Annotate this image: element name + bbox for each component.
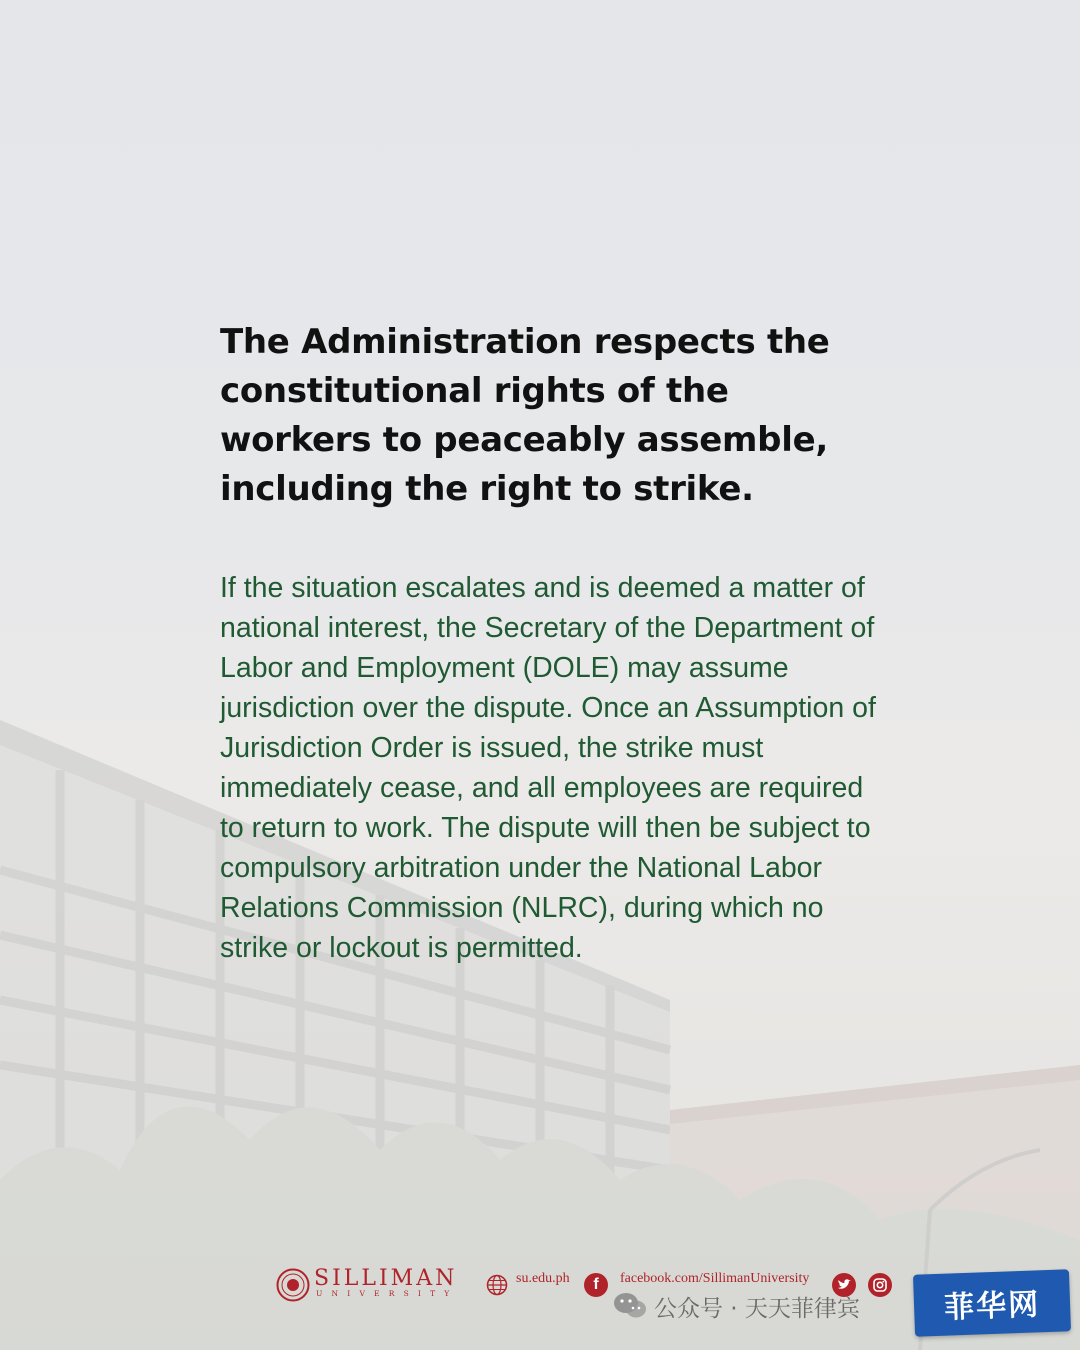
website-link[interactable]: su.edu.ph: [516, 1271, 570, 1286]
instagram-icon[interactable]: [868, 1273, 892, 1297]
facebook-icon: f: [584, 1273, 608, 1297]
wechat-watermark: [612, 1288, 860, 1324]
logo-subtitle: UNIVERSITY: [316, 1289, 459, 1298]
source-badge: 菲华网: [913, 1269, 1071, 1336]
headline: The Administration respects the constitutional rights of the workers to peaceably assemble, including the right to strike.: [220, 322, 830, 509]
silliman-seal-icon: [276, 1268, 310, 1302]
logo-name: SILLIMAN: [314, 1266, 458, 1291]
wechat-watermark-text: 公众号 · 天天菲律宾: [654, 1295, 860, 1322]
wechat-icon: [612, 1291, 648, 1321]
body-paragraph: If the situation escalates and is deemed a matter of national interest, the Secretary of the Department of Labor and Employment (DOLE) may assume jurisdiction over the dispute. Once an Assumption of Jurisdiction Order is issued, the strike must immediately cease, and all employees are required to return to work. The dispute will then be subject to compulsory arbitration under the National Labor Relations Commission (NLRC), during which no strike or lockout is permitted.: [220, 572, 876, 964]
globe-icon: [486, 1274, 508, 1296]
facebook-link[interactable]: facebook.com/SillimanUniversity: [620, 1271, 810, 1286]
